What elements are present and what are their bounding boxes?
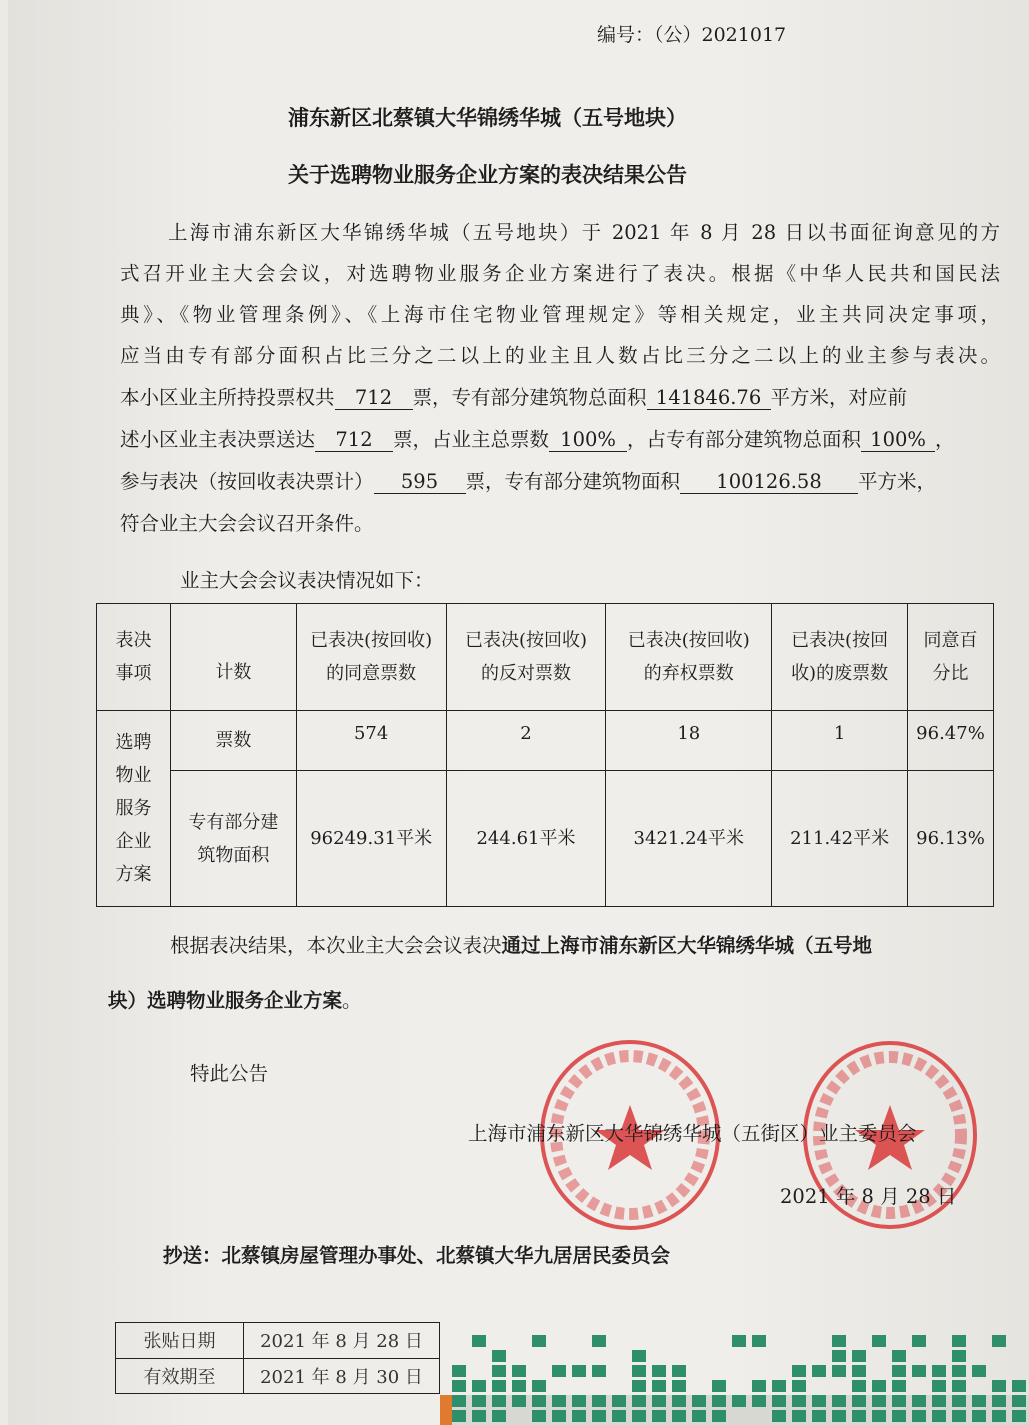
mosaic-tile — [892, 1410, 906, 1422]
mosaic-tile — [572, 1365, 586, 1377]
text: 参与表决（按回收表决票计） — [120, 470, 374, 493]
mosaic-tile — [532, 1380, 546, 1392]
mosaic-tile — [952, 1395, 966, 1407]
body-line: 式召开业主大会会议，对选聘物业服务企业方案进行了表决。根据《中华人民共和国民法 — [120, 262, 1000, 285]
mosaic-tile — [452, 1380, 466, 1392]
mosaic-tile — [892, 1380, 906, 1392]
mosaic-tile — [932, 1380, 946, 1392]
mosaic-tile — [492, 1365, 506, 1377]
mosaic-tile — [632, 1365, 646, 1377]
body-line — [120, 466, 1000, 494]
header-abstain: 已表决(按回收)的弃权票数 — [606, 604, 772, 711]
table-row — [97, 771, 994, 907]
agree-value: 574 — [296, 711, 446, 771]
mosaic-tile — [712, 1410, 726, 1422]
mosaic-tile — [852, 1395, 866, 1407]
row-label: 票数 — [170, 711, 296, 771]
mosaic-tile — [732, 1395, 746, 1407]
mosaic-tile — [772, 1395, 786, 1407]
mosaic-tile — [792, 1395, 806, 1407]
mosaic-tile — [532, 1335, 546, 1347]
mosaic-tile — [632, 1350, 646, 1362]
text: 票，专有部分建筑物总面积 — [412, 386, 647, 409]
posting-info-table — [115, 1322, 440, 1394]
text-bold: 块）选聘物业服务企业方案 — [108, 989, 343, 1012]
mosaic-tile — [472, 1395, 486, 1407]
percentage-value: 96.13% — [908, 771, 994, 907]
table-header-row — [97, 604, 994, 711]
mosaic-tile — [532, 1410, 546, 1422]
percentage-value: 96.47% — [908, 711, 994, 771]
mosaic-tile — [632, 1380, 646, 1392]
header-agree: 已表决(按回收)的同意票数 — [296, 604, 446, 711]
mosaic-tile — [972, 1365, 986, 1377]
mosaic-tile — [832, 1410, 846, 1422]
mosaic-tile — [1012, 1395, 1026, 1407]
mosaic-tile — [892, 1365, 906, 1377]
mosaic-tile — [452, 1395, 466, 1407]
mosaic-tile — [452, 1365, 466, 1377]
mosaic-tile — [792, 1410, 806, 1422]
mosaic-tile — [752, 1380, 766, 1392]
mosaic-tile — [472, 1380, 486, 1392]
mosaic-tile — [912, 1395, 926, 1407]
mosaic-tile — [472, 1410, 486, 1422]
mosaic-tile — [832, 1365, 846, 1377]
valid-until-label: 有效期至 — [116, 1358, 244, 1394]
text: 票，占业主总票数 — [393, 428, 550, 451]
mosaic-tile — [552, 1410, 566, 1422]
cc-recipients: 抄送：北蔡镇房屋管理办事处、北蔡镇大华九居居民委员会 — [163, 1244, 671, 1267]
mosaic-tile — [772, 1380, 786, 1392]
body-line: 应当由专有部分面积占比三分之二以上的业主且人数占比三分之二以上的业主参与表决。 — [120, 344, 1000, 367]
mosaic-tile — [912, 1410, 926, 1422]
invalid-value: 1 — [772, 711, 908, 771]
mosaic-tile — [612, 1410, 626, 1422]
title-line-2: 关于选聘物业服务企业方案的表决结果公告 — [288, 162, 687, 187]
conclusion-line-2 — [108, 985, 362, 1013]
text-bold: 通过上海市浦东新区大华锦绣华城（五号地 — [501, 934, 873, 957]
mosaic-tile — [512, 1395, 526, 1407]
mosaic-tile — [872, 1395, 886, 1407]
signature-organization: 上海市浦东新区大华锦绣华城（五街区）业主委员会 — [468, 1122, 917, 1145]
signature-date: 2021 年 8 月 28 日 — [780, 1185, 957, 1208]
row-label: 专有部分建筑物面积 — [170, 771, 296, 907]
text: 述小区业主表决票送达 — [120, 428, 316, 451]
mosaic-tile — [932, 1395, 946, 1407]
area-percentage: 100% — [861, 429, 935, 452]
decorative-mosaic — [440, 1335, 1029, 1425]
text: 。 — [342, 989, 362, 1012]
mosaic-tile — [512, 1365, 526, 1377]
text: 平方米，对应前 — [770, 386, 908, 409]
mosaic-tile — [712, 1395, 726, 1407]
abstain-value: 3421.24平米 — [606, 771, 772, 907]
mosaic-tile — [672, 1380, 686, 1392]
mosaic-tile — [592, 1335, 606, 1347]
mosaic-tile — [792, 1380, 806, 1392]
mosaic-tile — [512, 1380, 526, 1392]
header-item: 表决事项 — [97, 604, 171, 711]
mosaic-tile — [652, 1410, 666, 1422]
mosaic-tile — [832, 1350, 846, 1362]
mosaic-tile — [952, 1350, 966, 1362]
text: ， — [935, 428, 955, 451]
notice-text: 特此公告 — [190, 1062, 269, 1085]
mosaic-tile — [872, 1335, 886, 1347]
mosaic-tile — [972, 1410, 986, 1422]
body-line: 典》、《物业管理条例》、《上海市住宅物业管理规定》等相关规定，业主共同决定事项， — [120, 303, 1000, 326]
header-count: 计数 — [170, 604, 296, 711]
invalid-value: 211.42平米 — [772, 771, 908, 907]
mosaic-tile — [572, 1395, 586, 1407]
text: 平方米， — [858, 470, 937, 493]
table-intro: 业主大会会议表决情况如下： — [180, 569, 434, 592]
mosaic-tile — [812, 1410, 826, 1422]
mosaic-tile — [972, 1395, 986, 1407]
agree-value: 96249.31平米 — [296, 771, 446, 907]
mosaic-tile — [532, 1395, 546, 1407]
mosaic-tile — [732, 1335, 746, 1347]
mosaic-tile — [652, 1365, 666, 1377]
body-line — [120, 382, 1000, 410]
valid-until-date: 2021 年 8 月 30 日 — [244, 1358, 440, 1394]
mosaic-tile — [572, 1410, 586, 1422]
vote-results-table — [96, 603, 994, 907]
mosaic-tile — [852, 1380, 866, 1392]
mosaic-tile — [852, 1350, 866, 1362]
header-oppose: 已表决(按回收)的反对票数 — [446, 604, 606, 711]
mosaic-tile — [892, 1395, 906, 1407]
text: ，占专有部分建筑物总面积 — [627, 428, 862, 451]
mosaic-tile — [952, 1380, 966, 1392]
body-line — [120, 424, 1000, 452]
posted-date-label: 张贴日期 — [116, 1323, 244, 1359]
mosaic-tile — [892, 1350, 906, 1362]
text: 根据表决结果，本次业主大会会议表决 — [170, 934, 502, 957]
mosaic-tile — [852, 1365, 866, 1377]
total-votes: 712 — [335, 387, 413, 410]
total-area: 141846.76 — [647, 387, 771, 410]
mosaic-tile — [552, 1365, 566, 1377]
mosaic-tile — [692, 1410, 706, 1422]
oppose-value: 244.61平米 — [446, 771, 606, 907]
mosaic-tile — [812, 1395, 826, 1407]
mosaic-tile — [992, 1410, 1006, 1422]
oppose-value: 2 — [446, 711, 606, 771]
mosaic-tile — [652, 1380, 666, 1392]
mosaic-tile — [712, 1380, 726, 1392]
vote-percentage: 100% — [549, 429, 627, 452]
mosaic-tile — [832, 1395, 846, 1407]
body-line: 上海市浦东新区大华锦绣华城（五号地块）于 2021 年 8 月 28 日以书面征询意见的方 — [168, 221, 1000, 244]
mosaic-tile — [812, 1365, 826, 1377]
abstain-value: 18 — [606, 711, 772, 771]
mosaic-tile — [932, 1365, 946, 1377]
mosaic-tile — [492, 1395, 506, 1407]
mosaic-tile — [952, 1335, 966, 1347]
mosaic-tile — [952, 1410, 966, 1422]
mosaic-tile — [752, 1335, 766, 1347]
mosaic-tile — [552, 1395, 566, 1407]
text: 本小区业主所持投票权共 — [120, 386, 335, 409]
participating-votes: 595 — [374, 471, 466, 494]
mosaic-tile — [912, 1335, 926, 1347]
mosaic-tile — [692, 1395, 706, 1407]
mosaic-tile — [992, 1395, 1006, 1407]
mosaic-tile — [612, 1395, 626, 1407]
mosaic-tile — [592, 1395, 606, 1407]
mosaic-tile — [792, 1365, 806, 1377]
body-line: 符合业主大会会议召开条件。 — [120, 512, 374, 535]
text: 票，专有部分建筑物面积 — [465, 470, 681, 493]
mosaic-tile — [652, 1395, 666, 1407]
mosaic-tile — [992, 1335, 1006, 1347]
posted-date: 2021 年 8 月 28 日 — [244, 1323, 440, 1359]
mosaic-tile — [592, 1365, 606, 1377]
mosaic-tile — [992, 1380, 1006, 1392]
mosaic-tile — [632, 1410, 646, 1422]
mosaic-tile — [1012, 1380, 1026, 1392]
mosaic-tile — [1012, 1410, 1026, 1422]
document-number: 编号：（公）2021017 — [597, 24, 787, 46]
mosaic-tile — [452, 1410, 466, 1422]
conclusion-line-1 — [170, 930, 872, 958]
mosaic-tile — [832, 1335, 846, 1347]
table-row — [97, 711, 994, 771]
mosaic-tile — [872, 1410, 886, 1422]
title-line-1: 浦东新区北蔡镇大华锦绣华城（五号地块） — [288, 105, 687, 130]
mosaic-tile — [472, 1335, 486, 1347]
vote-item: 选聘物业服务企业方案 — [97, 711, 171, 907]
mosaic-tile — [672, 1395, 686, 1407]
mosaic-tile — [932, 1410, 946, 1422]
mosaic-tile — [872, 1380, 886, 1392]
orange-bar — [440, 1395, 452, 1425]
delivered-votes: 712 — [315, 429, 393, 452]
mosaic-tile — [492, 1350, 506, 1362]
mosaic-tile — [852, 1410, 866, 1422]
mosaic-tile — [752, 1395, 766, 1407]
mosaic-tile — [492, 1380, 506, 1392]
mosaic-tile — [672, 1410, 686, 1422]
participating-area: 100126.58 — [680, 471, 858, 494]
mosaic-tile — [632, 1395, 646, 1407]
mosaic-tile — [672, 1365, 686, 1377]
mosaic-tile — [592, 1410, 606, 1422]
header-percentage: 同意百分比 — [908, 604, 994, 711]
header-invalid: 已表决(按回收)的废票数 — [772, 604, 908, 711]
mosaic-tile — [912, 1365, 926, 1377]
mosaic-tile — [772, 1410, 786, 1422]
mosaic-tile — [492, 1410, 506, 1422]
mosaic-tile — [952, 1365, 966, 1377]
